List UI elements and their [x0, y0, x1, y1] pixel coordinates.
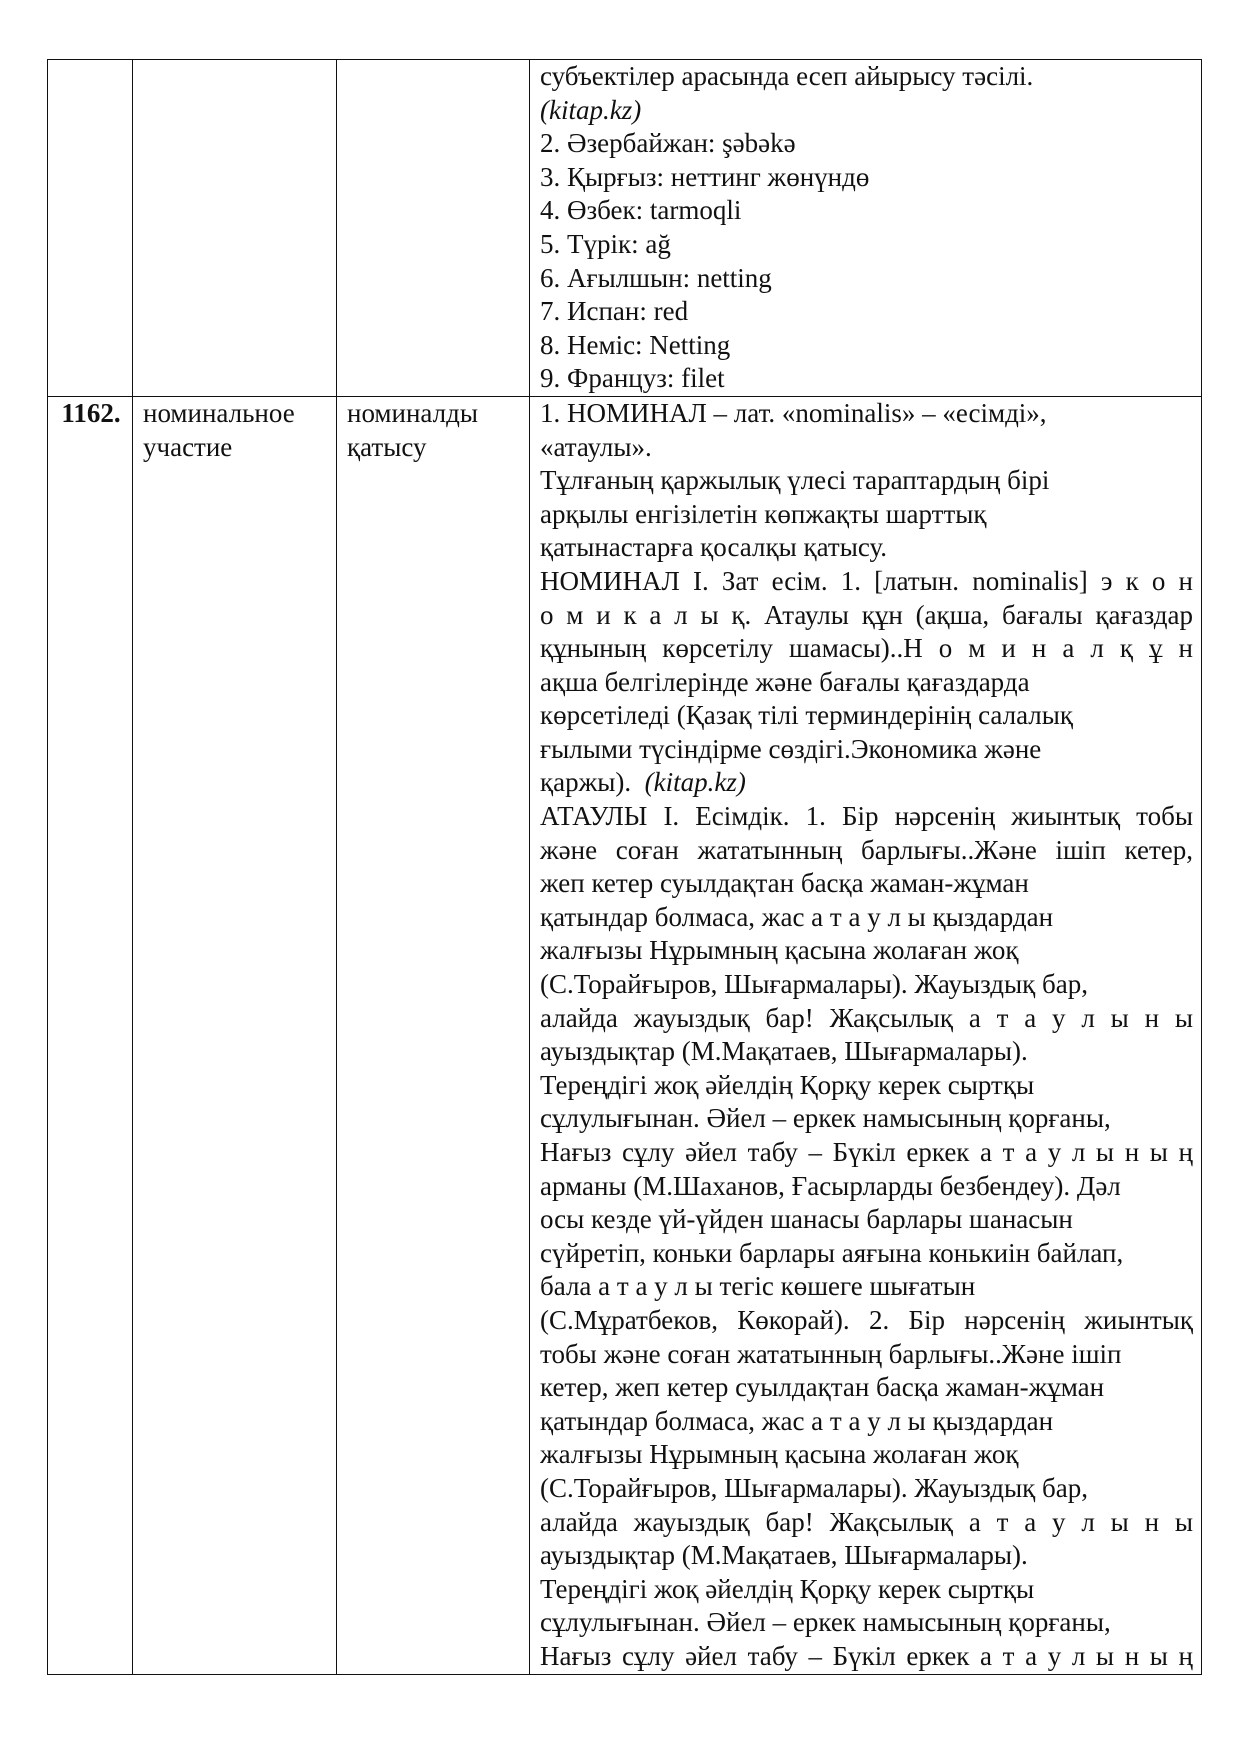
entry-number-cell: 1162.	[48, 396, 133, 1674]
translation-line: 5. Түрік: ağ	[540, 228, 671, 259]
kazakh-term-line: номиналды	[347, 397, 478, 428]
table-row	[48, 396, 1202, 1674]
definition-line	[540, 766, 1193, 800]
translation-line: 8. Неміс: Netting	[540, 329, 731, 360]
definition-line: Тереңдігі жоқ әйелдің Қорқу керек сыртқы	[540, 1573, 1035, 1604]
source-citation: (kitap.kz)	[540, 94, 642, 125]
definition-line: о м и к а л ы қ. Атаулы құн (ақша, бағалы қағаздар	[540, 599, 1193, 630]
definition-line: Нағыз сұлу әйел табу – Бүкіл еркек а т а у л ы н ы ң	[540, 1137, 1193, 1167]
definition-line: (С.Торайғыров, Шығармалары). Жауыздық бар,	[540, 969, 1089, 1000]
translation-line: 7. Испан: red	[540, 296, 689, 327]
definition-line: көрсетіледі (Қазақ тілі терминдерінің салалық	[540, 700, 1074, 731]
entry-number-cell	[48, 60, 133, 397]
definition-line: субъектілер арасында есеп айырысу тәсілі.	[540, 61, 1034, 91]
definition-line: Тереңдігі жоқ әйелдің Қорқу керек сыртқы	[540, 1069, 1035, 1100]
definition-cell	[530, 396, 1202, 1674]
russian-term-line: участие	[143, 431, 233, 462]
definition-line: (С.Мұратбеков, Көкорай). 2. Бір нәрсенің жиынтық	[540, 1304, 1193, 1335]
definition-line: ауыздықтар (М.Мақатаев, Шығармалары).	[540, 1036, 1028, 1067]
glossary-table	[47, 59, 1202, 1675]
translation-line: 4. Өзбек: tarmoqli	[540, 195, 742, 226]
definition-line: жеп кетер суылдақтан басқа жаман-жұман	[540, 868, 1029, 899]
definition-line: арманы (М.Шаханов, Ғасырларды безбендеу). Дәл	[540, 1170, 1121, 1201]
definition-line: бала а т а у л ы тегіс көшеге шығатын	[540, 1271, 976, 1302]
definition-line: осы кезде үй-үйден шанасы барлары шанасын	[540, 1204, 1073, 1235]
definition-line: қатынастарға қосалқы қатысу.	[540, 532, 888, 563]
definition-text: қаржы).	[540, 767, 632, 798]
definition-line: сұлулығынан. Әйел – еркек намысының қорғаны,	[540, 1103, 1111, 1134]
definition-line: алайда жауыздық бар! Жақсылық а т а у л ы н ы	[540, 1002, 1193, 1033]
russian-term-cell	[133, 60, 337, 397]
source-citation: (kitap.kz)	[644, 767, 746, 798]
definition-line: тобы және соған жататынның барлығы..Және ішіп	[540, 1338, 1122, 1369]
kazakh-term-line: қатысу	[347, 431, 427, 462]
russian-term-line: номинальное	[143, 397, 295, 428]
definition-line: АТАУЛЫ I. Есімдік. 1. Бір нәрсенің жиынтық тобы	[540, 801, 1193, 832]
definition-cell	[530, 60, 1202, 397]
table-row	[48, 60, 1202, 397]
definition-line: жалғызы Нұрымның қасына жолаған жоқ	[540, 1439, 1019, 1470]
translation-line: 9. Француз: filet	[540, 363, 725, 394]
definition-line: жалғызы Нұрымның қасына жолаған жоқ	[540, 935, 1019, 966]
kazakh-term-cell	[337, 396, 530, 1674]
definition-line: ғылыми түсіндірме сөздігі.Экономика және	[540, 733, 1042, 764]
definition-line: ауыздықтар (М.Мақатаев, Шығармалары).	[540, 1540, 1028, 1571]
definition-line: арқылы енгізілетін көпжақты шарттық	[540, 498, 987, 529]
definition-line: Тұлғаның қаржылық үлесі тараптардың бірі	[540, 465, 1050, 496]
definition-line: қатындар болмаса, жас а т а у л ы қыздардан	[540, 1405, 1054, 1436]
definition-line: құнының көрсетілу шамасы)..Н о м и н а л қ ұ н	[540, 633, 1193, 664]
translation-line: 3. Қырғыз: неттинг жөнүндө	[540, 161, 870, 192]
kazakh-term-cell	[337, 60, 530, 397]
definition-line: НОМИНАЛ I. Зат есім. 1. [латын. nominalis] э к о н	[540, 565, 1193, 596]
definition-line: алайда жауыздық бар! Жақсылық а т а у л ы н ы	[540, 1506, 1193, 1537]
definition-line: қатындар болмаса, жас а т а у л ы қыздардан	[540, 901, 1054, 932]
definition-line: (С.Торайғыров, Шығармалары). Жауыздық бар,	[540, 1472, 1089, 1503]
definition-line: сүйретіп, коньки барлары аяғына конькиін байлап,	[540, 1237, 1124, 1268]
definition-line: сұлулығынан. Әйел – еркек намысының қорғаны,	[540, 1607, 1111, 1638]
translation-line: 6. Ағылшын: netting	[540, 262, 772, 293]
russian-term-cell	[133, 396, 337, 1674]
definition-line: Нағыз сұлу әйел табу – Бүкіл еркек а т а у л ы н ы ң	[540, 1640, 1193, 1671]
definition-line: ақша белгілерінде және бағалы қағаздарда	[540, 666, 1030, 697]
definition-line: және соған жататынның барлығы..Және ішіп кетер,	[540, 834, 1193, 865]
definition-line: «атаулы».	[540, 431, 652, 462]
definition-line: 1. НОМИНАЛ – лат. «nominalis» – «есімді»,	[540, 397, 1047, 428]
translation-line: 2. Әзербайжан: şəbəkə	[540, 128, 796, 159]
definition-line: кетер, жеп кетер суылдақтан басқа жаман-жұман	[540, 1372, 1105, 1403]
